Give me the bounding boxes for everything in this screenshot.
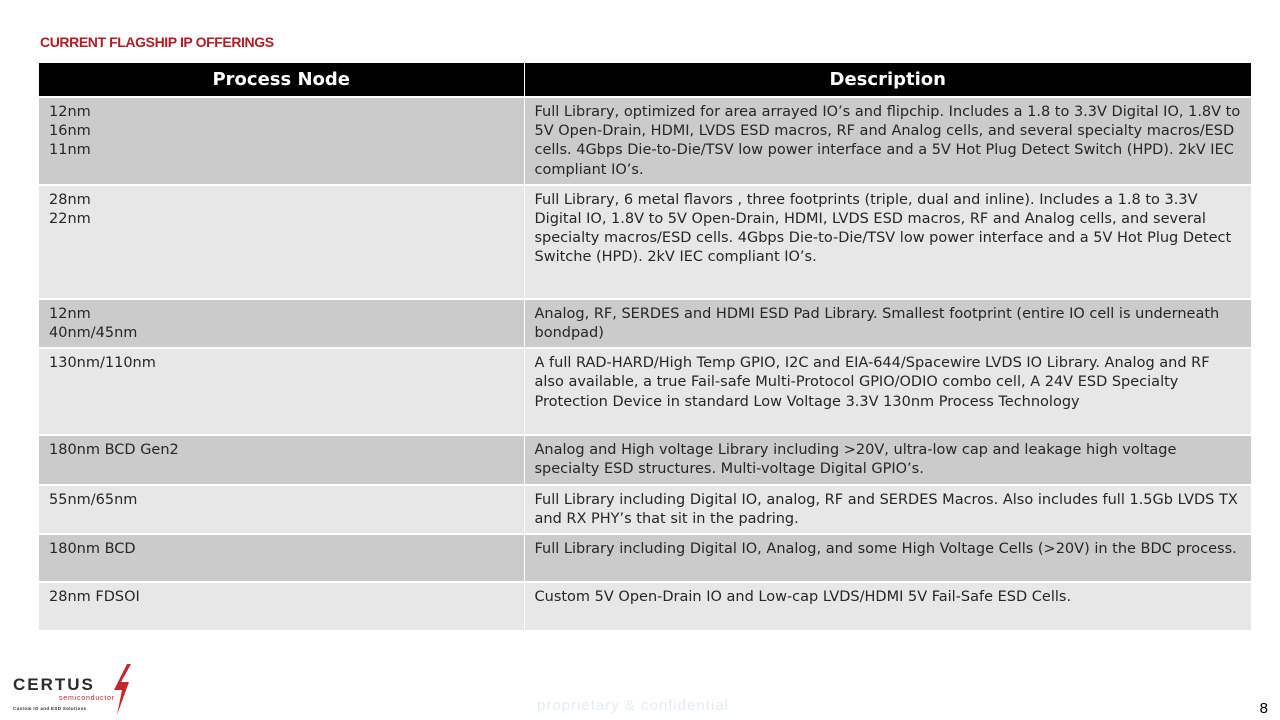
process-node: 28nm FDSOI <box>49 589 140 606</box>
process-node-cell <box>39 485 524 534</box>
column-header-process-node: Process Node <box>39 63 524 97</box>
description-cell: Custom 5V Open-Drain IO and Low-cap LVDS/HDMI 5V Fail-Safe ESD Cells. <box>524 582 1251 630</box>
process-node-cell <box>39 348 524 435</box>
process-node: 22nm <box>49 211 91 228</box>
logo-sub: semiconductor <box>59 695 115 702</box>
logo-tagline: Custom IO and ESD Solutions <box>13 706 87 711</box>
process-node: 180nm BCD Gen2 <box>49 442 179 459</box>
process-node-cell <box>39 299 524 348</box>
table-row <box>39 299 1251 348</box>
description-cell: Full Library, optimized for area arrayed IO’s and flipchip. Includes a 1.8 to 3.3V Digital IO, 1.8V to 5V Open-Drain, HDMI, LVDS ESD macros, RF and Analog cells, and several specialty macros/ESD cells. 4Gbps Die-to-Die/TSV low power interface and a 5V Hot Plug Detect Switch (HPD). 2kV IEC compliant IO’s. <box>524 97 1251 185</box>
process-node: 130nm/110nm <box>49 355 156 372</box>
logo-name: CERTUS <box>13 675 95 694</box>
process-node: 40nm/45nm <box>49 325 138 342</box>
process-node-cell <box>39 435 524 484</box>
confidential-footer: proprietary & confidential <box>537 697 729 714</box>
slide-title: CURRENT FLAGSHIP IP OFFERINGS <box>40 34 274 50</box>
table-row <box>39 97 1251 185</box>
process-node: 11nm <box>49 142 91 159</box>
description-cell: Full Library, 6 metal flavors , three footprints (triple, dual and inline). Includes a 1.8 to 3.3V Digital IO, 1.8V to 5V Open-Drain, HDMI, LVDS ESD macros, RF and Analog cells, and several specialty macros/ESD cells. 4Gbps Die-to-Die/TSV low power interface and a 5V Hot Plug Detect Switche (HPD). 2kV IEC compliant IO’s. <box>524 185 1251 299</box>
page-number: 8 <box>1259 700 1268 717</box>
process-node-cell <box>39 582 524 630</box>
column-header-description: Description <box>524 63 1251 97</box>
certus-logo <box>13 660 135 716</box>
process-node: 12nm <box>49 104 91 120</box>
offerings-table <box>39 63 1251 630</box>
table-row <box>39 185 1251 299</box>
description-cell: Analog and High voltage Library including >20V, ultra-low cap and leakage high voltage specialty ESD structures. Multi-voltage Digital GPIO’s. <box>524 435 1251 484</box>
table-row <box>39 435 1251 484</box>
process-node-cell <box>39 185 524 299</box>
process-node: 16nm <box>49 123 91 140</box>
process-node-cell <box>39 534 524 582</box>
process-node: 180nm BCD <box>49 541 136 558</box>
table-row <box>39 582 1251 630</box>
process-node-cell <box>39 97 524 185</box>
table-header-row <box>39 63 1251 97</box>
process-node: 12nm <box>49 305 91 322</box>
table-row <box>39 348 1251 435</box>
description-cell: Full Library including Digital IO, analog, RF and SERDES Macros. Also includes full 1.5Gb LVDS TX and RX PHY’s that sit in the padring. <box>524 485 1251 534</box>
description-cell: A full RAD-HARD/High Temp GPIO, I2C and EIA-644/Spacewire LVDS IO Library. Analog and RF also available, a true Fail-safe Multi-Protocol GPIO/ODIO combo cell, A 24V ESD Specialty Protection Device in standard Low Voltage 3.3V 130nm Process Technology <box>524 348 1251 435</box>
process-node: 55nm/65nm <box>49 491 138 508</box>
description-cell: Full Library including Digital IO, Analog, and some High Voltage Cells (>20V) in the BDC process. <box>524 534 1251 582</box>
lightning-bolt-icon <box>114 664 131 715</box>
table-row <box>39 485 1251 534</box>
description-cell: Analog, RF, SERDES and HDMI ESD Pad Library. Smallest footprint (entire IO cell is underneath bondpad) <box>524 299 1251 348</box>
process-node: 28nm <box>49 191 91 208</box>
table-row <box>39 534 1251 582</box>
